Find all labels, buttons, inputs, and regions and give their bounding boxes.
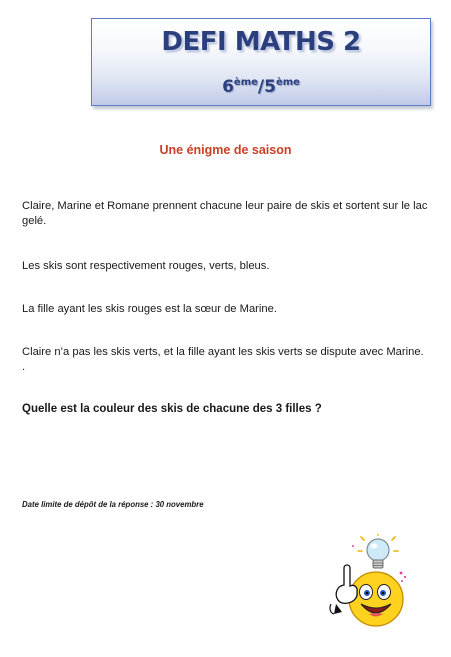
smiley-face-icon xyxy=(349,572,403,626)
deadline-note: Date limite de dépôt de la réponse : 30 novembre xyxy=(22,500,204,509)
grade-level-separator: /5 xyxy=(257,77,276,97)
grade-level xyxy=(92,77,430,97)
puzzle-question: Quelle est la couleur des skis de chacune des 3 filles ? xyxy=(22,403,322,415)
paragraph-colors: Les skis sont respectivement rouges, verts, bleus. xyxy=(22,260,270,272)
grade-level-a-suffix: ème xyxy=(233,77,258,88)
paragraph-green-skis: Claire n’a pas les skis verts, et la fille ayant les skis verts se dispute avec Marine. xyxy=(22,346,424,358)
grade-level-a: 6 xyxy=(222,77,234,97)
stray-dot: . xyxy=(22,361,26,373)
grade-level-b-suffix: ème xyxy=(275,77,300,88)
smiley-lightbulb-idea-icon xyxy=(328,534,412,630)
puzzle-subtitle: Une énigme de saison xyxy=(159,143,292,157)
paragraph-skiers: Claire, Marine et Romane prennent chacune leur paire de skis et sortent sur le lac gelé. xyxy=(22,200,428,227)
page-title: DEFI MATHS 2 xyxy=(161,27,361,57)
lightbulb-icon xyxy=(358,534,398,568)
paragraph-red-skis: La fille ayant les skis rouges est la sœur de Marine. xyxy=(22,303,277,315)
header-banner xyxy=(91,18,431,106)
